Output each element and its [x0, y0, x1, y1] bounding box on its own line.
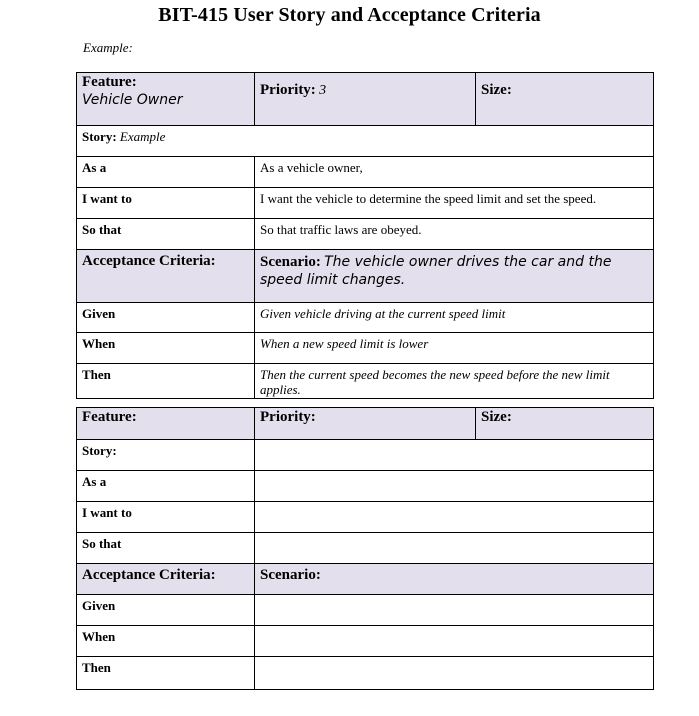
scenario-label: Scenario: [260, 254, 321, 270]
priority-value: 3 [319, 83, 327, 98]
scenario-label: Scenario: [260, 567, 321, 583]
page-title: BIT-415 User Story and Acceptance Criteria [158, 4, 541, 26]
as-a-label: As a [77, 157, 255, 188]
feature-label: Feature: [82, 409, 137, 425]
scenario-cell [255, 250, 654, 303]
acceptance-criteria-label: Acceptance Criteria: [82, 253, 216, 269]
size-label: Size: [481, 409, 512, 425]
then-value: Then the current speed becomes the new speed before the new limit applies. [255, 364, 654, 399]
priority-label: Priority: [260, 409, 316, 425]
acceptance-criteria-cell [77, 250, 255, 303]
as-a-value: As a vehicle owner, [255, 157, 654, 188]
so-that-label: So that [77, 533, 255, 564]
size-cell [476, 73, 654, 126]
when-value[interactable] [255, 626, 654, 657]
story-label: Story: [82, 129, 117, 144]
priority-cell [255, 73, 476, 126]
given-value[interactable] [255, 595, 654, 626]
feature-value: Vehicle Owner [82, 92, 183, 108]
scenario-cell [255, 564, 654, 595]
priority-label: Priority: [260, 82, 316, 98]
given-value: Given vehicle driving at the current speed limit [255, 303, 654, 333]
i-want-to-label: I want to [77, 188, 255, 219]
acceptance-criteria-label: Acceptance Criteria: [82, 567, 216, 583]
acceptance-criteria-cell [77, 564, 255, 595]
scenario-value: The vehicle owner drives the car and the speed limit changes. [260, 254, 612, 288]
user-story-table-blank [76, 407, 654, 690]
story-value: Example [119, 129, 166, 144]
i-want-to-label: I want to [77, 502, 255, 533]
story-value[interactable] [255, 440, 654, 471]
then-value[interactable] [255, 657, 654, 690]
then-label: Then [77, 657, 255, 690]
example-label: Example: [83, 40, 133, 55]
priority-cell [255, 408, 476, 440]
feature-cell [77, 73, 255, 126]
size-cell [476, 408, 654, 440]
given-label: Given [77, 303, 255, 333]
story-label: Story: [77, 440, 255, 471]
when-label: When [77, 626, 255, 657]
when-value: When a new speed limit is lower [255, 333, 654, 364]
i-want-to-value: I want the vehicle to determine the speed limit and set the speed. [255, 188, 654, 219]
as-a-value[interactable] [255, 471, 654, 502]
size-label: Size: [481, 82, 512, 98]
so-that-value: So that traffic laws are obeyed. [255, 219, 654, 250]
so-that-value[interactable] [255, 533, 654, 564]
user-story-table-example [76, 72, 654, 399]
then-label: Then [77, 364, 255, 399]
feature-label: Feature: [82, 74, 137, 90]
so-that-label: So that [77, 219, 255, 250]
story-row [77, 126, 654, 157]
when-label: When [77, 333, 255, 364]
feature-cell [77, 408, 255, 440]
given-label: Given [77, 595, 255, 626]
i-want-to-value[interactable] [255, 502, 654, 533]
as-a-label: As a [77, 471, 255, 502]
